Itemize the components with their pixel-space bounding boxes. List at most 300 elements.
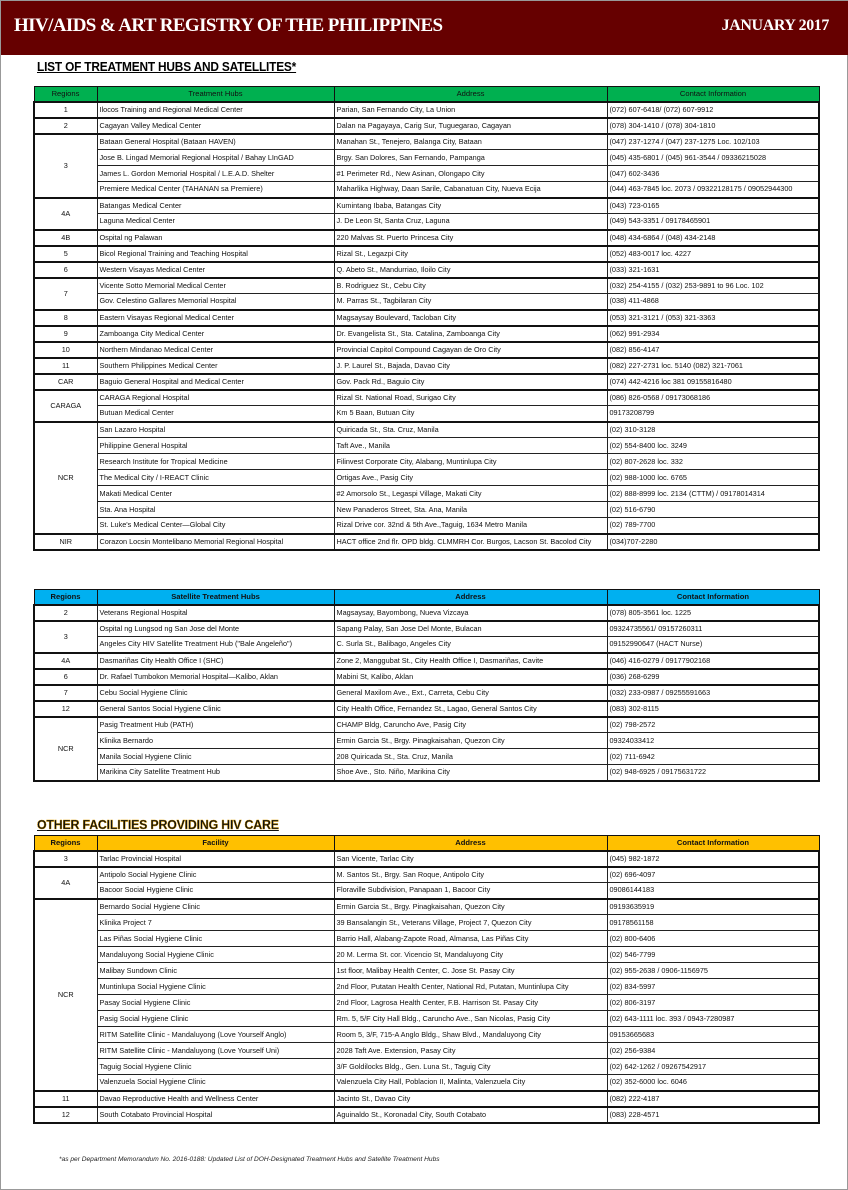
document-title: HIV/AIDS & ART REGISTRY OF THE PHILIPPINES (14, 15, 443, 36)
facility-contact: (032) 254-4155 / (032) 253-9891 to 96 Loc. 102 (607, 278, 819, 294)
facility-name: Dr. Rafael Tumbokon Memorial Hospital—Kalibo, Aklan (97, 669, 334, 685)
facility-contact: (062) 991-2934 (607, 326, 819, 342)
facility-contact: (048) 434-6864 / (048) 434-2148 (607, 230, 819, 246)
facility-contact: (02) 789-7700 (607, 518, 819, 534)
region-group (34, 899, 819, 1091)
facility-contact: (082) 227-2731 loc. 5140 (082) 321-7061 (607, 358, 819, 374)
region-group (34, 374, 819, 390)
table-row (34, 1075, 819, 1091)
region-group (34, 102, 819, 118)
region-group (34, 342, 819, 358)
facility-address: Taft Ave., Manila (334, 438, 607, 454)
region-group (34, 685, 819, 701)
table-row (34, 899, 819, 915)
region-cell: NCR (34, 899, 97, 1091)
facility-address: Floraville Subdivision, Panapaan 1, Bacoor City (334, 883, 607, 899)
facility-name: San Lazaro Hospital (97, 422, 334, 438)
facility-contact: (02) 643-1111 loc. 393 / 0943-7280987 (607, 1011, 819, 1027)
table-row (34, 102, 819, 118)
facility-name: Cebu Social Hygiene Clinic (97, 685, 334, 701)
facility-contact: 09178561158 (607, 915, 819, 931)
facility-address: Shoe Ave., Sto. Niño, Marikina City (334, 765, 607, 781)
facility-contact: (02) 516-6790 (607, 502, 819, 518)
facility-contact: (02) 948-6925 / 09175631722 (607, 765, 819, 781)
facility-address: City Health Office, Fernandez St., Lagao, General Santos City (334, 701, 607, 717)
region-cell: 11 (34, 358, 97, 374)
facility-name: Veterans Regional Hospital (97, 605, 334, 621)
facility-name: James L. Gordon Memorial Hospital / L.E.A.D. Shelter (97, 166, 334, 182)
section-title-other-text: OTHER FACILITIES PROVIDING HIV CARE (37, 817, 279, 832)
facility-address: Rizal Drive cor. 32nd & 5th Ave.,Taguig, 1634 Metro Manila (334, 518, 607, 534)
facility-address: Rizal St. National Road, Surigao City (334, 390, 607, 406)
facility-address: M. Parras St., Tagbilaran City (334, 294, 607, 310)
facility-name: Zamboanga City Medical Center (97, 326, 334, 342)
region-cell: 4A (34, 653, 97, 669)
facility-contact: (049) 543-3351 / 09178465901 (607, 214, 819, 230)
table-row (34, 486, 819, 502)
facility-name: Taguig Social Hygiene Clinic (97, 1059, 334, 1075)
facility-contact: (02) 834-5997 (607, 979, 819, 995)
facility-address: CHAMP Bldg, Caruncho Ave, Pasig City (334, 717, 607, 733)
facility-name: Research Institute for Tropical Medicine (97, 454, 334, 470)
facility-contact: 09173208799 (607, 406, 819, 422)
facility-address: Dalan na Pagayaya, Carig Sur, Tuguegarao, Cagayan (334, 118, 607, 134)
facility-name: Antipolo Social Hygiene Clinic (97, 867, 334, 883)
region-cell: 1 (34, 102, 97, 118)
facility-contact: (02) 988-1000 loc. 6765 (607, 470, 819, 486)
facility-address: Parian, San Fernando City, La Union (334, 102, 607, 118)
table-row (34, 438, 819, 454)
table-row (34, 931, 819, 947)
region-group (34, 230, 819, 246)
region-cell: NIR (34, 534, 97, 550)
facility-address: Maharlika Highway, Daan Sarile, Cabanatuan City, Nueva Ecija (334, 182, 607, 198)
facility-address: 39 Bansalangin St., Veterans Village, Project 7, Quezon City (334, 915, 607, 931)
facility-contact: (078) 805-3561 loc. 1225 (607, 605, 819, 621)
region-group (34, 134, 819, 198)
facility-name: Corazon Locsin Montelibano Memorial Regional Hospital (97, 534, 334, 550)
region-cell: 4B (34, 230, 97, 246)
table-row (34, 182, 819, 198)
facility-name: St. Luke's Medical Center—Global City (97, 518, 334, 534)
facility-address: Provincial Capitol Compound Cagayan de Oro City (334, 342, 607, 358)
facility-address: Jacinto St., Davao City (334, 1091, 607, 1107)
facility-contact: 09086144183 (607, 883, 819, 899)
table-row (34, 669, 819, 685)
facility-contact: (053) 321-3121 / (053) 321-3363 (607, 310, 819, 326)
table-row (34, 358, 819, 374)
header-regions: Regions (34, 590, 97, 605)
facility-name: Eastern Visayas Regional Medical Center (97, 310, 334, 326)
region-group (34, 851, 819, 867)
region-group (34, 621, 819, 653)
table-row (34, 995, 819, 1011)
facility-name: Bataan General Hospital (Bataan HAVEN) (97, 134, 334, 150)
facility-address: General Maxilom Ave., Ext., Carreta, Cebu City (334, 685, 607, 701)
table-row (34, 166, 819, 182)
facility-name: Manila Social Hygiene Clinic (97, 749, 334, 765)
facility-contact: 09153665683 (607, 1027, 819, 1043)
facility-address: J. De Leon St, Santa Cruz, Laguna (334, 214, 607, 230)
facility-address: San Vicente, Tarlac City (334, 851, 607, 867)
facility-address: Rizal St., Legazpi City (334, 246, 607, 262)
table-row (34, 717, 819, 733)
facility-address: 20 M. Lerma St. cor. Vicencio St, Mandaluyong City (334, 947, 607, 963)
facility-address: Zone 2, Manggubat St., City Health Office I, Dasmariñas, Cavite (334, 653, 607, 669)
table-row (34, 518, 819, 534)
region-cell: NCR (34, 422, 97, 534)
facility-contact: (02) 806-3197 (607, 995, 819, 1011)
facility-name: Gov. Celestino Gallares Memorial Hospital (97, 294, 334, 310)
facility-name: Marikina City Satellite Treatment Hub (97, 765, 334, 781)
facility-name: RITM Satellite Clinic - Mandaluyong (Love Yourself Anglo) (97, 1027, 334, 1043)
header-address: Address (334, 87, 607, 102)
facility-contact: (083) 228-4571 (607, 1107, 819, 1123)
facility-address: 1st floor, Malibay Health Center, C. Jose St. Pasay City (334, 963, 607, 979)
header-contact: Contact Information (607, 87, 819, 102)
region-cell: 4A (34, 867, 97, 899)
facility-contact: (02) 807-2628 loc. 332 (607, 454, 819, 470)
facility-address: 208 Quiricada St., Sta. Cruz, Manila (334, 749, 607, 765)
facility-address: 2028 Taft Ave. Extension, Pasay City (334, 1043, 607, 1059)
facility-address: Barrio Hall, Alabang-Zapote Road, Almansa, Las Piñas City (334, 931, 607, 947)
region-cell: 7 (34, 685, 97, 701)
header-facility: Satellite Treatment Hubs (97, 590, 334, 605)
facility-name: Vicente Sotto Memorial Medical Center (97, 278, 334, 294)
facility-contact: (047) 237-1274 / (047) 237-1275 Loc. 102/103 (607, 134, 819, 150)
facility-contact: (036) 268-6299 (607, 669, 819, 685)
region-cell: 6 (34, 669, 97, 685)
region-cell: 8 (34, 310, 97, 326)
region-group (34, 867, 819, 899)
header-regions: Regions (34, 87, 97, 102)
facility-contact: (02) 711-6942 (607, 749, 819, 765)
region-cell: 9 (34, 326, 97, 342)
table-row (34, 214, 819, 230)
region-group (34, 1107, 819, 1123)
header-address: Address (334, 836, 607, 851)
facility-contact: (034)707-2280 (607, 534, 819, 550)
header-facility: Facility (97, 836, 334, 851)
table-row (34, 621, 819, 637)
facility-address: Ortigas Ave., Pasig City (334, 470, 607, 486)
facility-address: Q. Abeto St., Mandurriao, Iloilo City (334, 262, 607, 278)
region-group (34, 326, 819, 342)
region-cell: 5 (34, 246, 97, 262)
table-row (34, 637, 819, 653)
facility-name: Klinika Project 7 (97, 915, 334, 931)
facility-address: Sapang Palay, San Jose Del Monte, Bulacan (334, 621, 607, 637)
facility-name: Valenzuela Social Hygiene Clinic (97, 1075, 334, 1091)
table-header-row (34, 836, 819, 851)
table-row (34, 246, 819, 262)
facility-name: CARAGA Regional Hospital (97, 390, 334, 406)
region-cell: 2 (34, 605, 97, 621)
region-cell: CAR (34, 374, 97, 390)
region-group (34, 310, 819, 326)
facility-name: Tarlac Provincial Hospital (97, 851, 334, 867)
table-row (34, 390, 819, 406)
facility-contact: (045) 435-6801 / (045) 961-3544 / 09336215028 (607, 150, 819, 166)
table-row (34, 979, 819, 995)
region-group (34, 701, 819, 717)
facility-name: Bicol Regional Training and Teaching Hospital (97, 246, 334, 262)
table-row (34, 1107, 819, 1123)
region-group (34, 669, 819, 685)
facility-address: Mabini St, Kalibo, Aklan (334, 669, 607, 685)
facility-contact: (044) 463-7845 loc. 2073 / 09322128175 / 09052944300 (607, 182, 819, 198)
facility-address: New Panaderos Street, Sta. Ana, Manila (334, 502, 607, 518)
facility-address: Valenzuela City Hall, Poblacion II, Malinta, Valenzuela City (334, 1075, 607, 1091)
facility-name: Premiere Medical Center (TAHANAN sa Premiere) (97, 182, 334, 198)
table-row (34, 1091, 819, 1107)
facility-name: Las Piñas Social Hygiene Clinic (97, 931, 334, 947)
facility-contact: 09152990647 (HACT Nurse) (607, 637, 819, 653)
facility-name: Sta. Ana Hospital (97, 502, 334, 518)
facility-contact: (078) 304-1410 / (078) 304-1810 (607, 118, 819, 134)
header-banner (1, 1, 848, 55)
facility-name: Batangas Medical Center (97, 198, 334, 214)
facility-contact: (02) 310-3128 (607, 422, 819, 438)
facility-contact: (033) 321-1631 (607, 262, 819, 278)
facility-contact: (047) 602-3436 (607, 166, 819, 182)
facility-contact: (086) 826-0568 / 09173068186 (607, 390, 819, 406)
table-row (34, 230, 819, 246)
region-group (34, 653, 819, 669)
facility-contact: (052) 483-0017 loc. 4227 (607, 246, 819, 262)
header-contact: Contact Information (607, 590, 819, 605)
table-row (34, 342, 819, 358)
table-row (34, 605, 819, 621)
region-cell: 3 (34, 621, 97, 653)
table-row (34, 294, 819, 310)
facility-contact: 09193635919 (607, 899, 819, 915)
facility-address: Magsaysay, Bayombong, Nueva Vizcaya (334, 605, 607, 621)
facility-name: Dasmariñas City Health Office I (SHC) (97, 653, 334, 669)
region-cell: 2 (34, 118, 97, 134)
facility-name: Cagayan Valley Medical Center (97, 118, 334, 134)
facility-name: Klinika Bernardo (97, 733, 334, 749)
facility-address: Ermin Garcia St., Brgy. Pinagkaisahan, Quezon City (334, 899, 607, 915)
facility-name: South Cotabato Provincial Hospital (97, 1107, 334, 1123)
region-group (34, 118, 819, 134)
table-header-row (34, 590, 819, 605)
satellite-hubs-table (33, 589, 820, 782)
facility-contact: (038) 411-4868 (607, 294, 819, 310)
table-row (34, 502, 819, 518)
table-row (34, 150, 819, 166)
facility-name: Mandaluyong Social Hygiene Clinic (97, 947, 334, 963)
facility-contact: (02) 352-6000 loc. 6046 (607, 1075, 819, 1091)
region-group (34, 717, 819, 781)
facility-name: Jose B. Lingad Memorial Regional Hospital / Bahay LInGAD (97, 150, 334, 166)
footnote: *as per Department Memorandum No. 2016-0188: Updated List of DOH-Designated Treatment Hubs and Satellite Treatment Hubs (59, 1156, 440, 1163)
region-group (34, 246, 819, 262)
region-group (34, 262, 819, 278)
region-cell: 12 (34, 1107, 97, 1123)
table-row (34, 374, 819, 390)
facility-name: Pasig Treatment Hub (PATH) (97, 717, 334, 733)
facility-name: Bernardo Social Hygiene Clinic (97, 899, 334, 915)
facility-contact: (02) 955-2638 / 0906-1156975 (607, 963, 819, 979)
facility-name: RITM Satellite Clinic - Mandaluyong (Love Yourself Uni) (97, 1043, 334, 1059)
region-group (34, 390, 819, 422)
facility-address: 2nd Floor, Lagrosa Health Center, F.B. Harrison St. Pasay City (334, 995, 607, 1011)
facility-address: 220 Malvas St. Puerto Princesa City (334, 230, 607, 246)
facility-contact: (082) 856-4147 (607, 342, 819, 358)
facility-name: Makati Medical Center (97, 486, 334, 502)
facility-name: Ilocos Training and Regional Medical Center (97, 102, 334, 118)
facility-name: Southern Philippines Medical Center (97, 358, 334, 374)
table-row (34, 326, 819, 342)
facility-address: Brgy. San Dolores, San Fernando, Pampanga (334, 150, 607, 166)
facility-address: Magsaysay Boulevard, Tacloban City (334, 310, 607, 326)
table-row (34, 653, 819, 669)
facility-name: Butuan Medical Center (97, 406, 334, 422)
facility-name: Muntinlupa Social Hygiene Clinic (97, 979, 334, 995)
table-row (34, 749, 819, 765)
region-cell: 3 (34, 851, 97, 867)
treatment-hubs-table (33, 86, 820, 551)
facility-address: Filinvest Corporate City, Alabang, Muntinlupa City (334, 454, 607, 470)
table-header-row (34, 87, 819, 102)
facility-contact: (02) 798-2572 (607, 717, 819, 733)
facility-address: J. P. Laurel St., Bajada, Davao City (334, 358, 607, 374)
table-row (34, 406, 819, 422)
facility-name: Philippine General Hospital (97, 438, 334, 454)
table-row (34, 1043, 819, 1059)
table-row (34, 733, 819, 749)
header-contact: Contact Information (607, 836, 819, 851)
table-row (34, 1059, 819, 1075)
facility-contact: (083) 302-8115 (607, 701, 819, 717)
facility-contact: (02) 546-7799 (607, 947, 819, 963)
table-row (34, 883, 819, 899)
facility-contact: (02) 642-1262 / 09267542917 (607, 1059, 819, 1075)
facility-name: Laguna Medical Center (97, 214, 334, 230)
facility-contact: (032) 233-0987 / 09255591663 (607, 685, 819, 701)
region-cell: 4A (34, 198, 97, 230)
facility-address: Aguinaldo St., Koronadal City, South Cotabato (334, 1107, 607, 1123)
table-row (34, 765, 819, 781)
facility-address: HACT office 2nd flr. OPD bldg. CLMMRH Cor. Burgos, Lacson St. Bacolod City (334, 534, 607, 550)
facility-contact: (043) 723-0165 (607, 198, 819, 214)
facility-address: Dr. Evangelista St., Sta. Catalina, Zamboanga City (334, 326, 607, 342)
facility-address: C. Surla St., Balibago, Angeles City (334, 637, 607, 653)
facility-name: Northern Mindanao Medical Center (97, 342, 334, 358)
table-row (34, 262, 819, 278)
facility-address: Ermin Garcia St., Brgy. Pinagkaisahan, Quezon City (334, 733, 607, 749)
facility-contact: (046) 416-0279 / 09177902168 (607, 653, 819, 669)
facility-name: Ospital ng Lungsod ng San Jose del Monte (97, 621, 334, 637)
facility-name: Pasig Social Hygiene Clinic (97, 1011, 334, 1027)
header-regions: Regions (34, 836, 97, 851)
facility-name: Malibay Sundown Clinic (97, 963, 334, 979)
region-cell: 11 (34, 1091, 97, 1107)
facility-name: Bacoor Social Hygiene Clinic (97, 883, 334, 899)
section-title-other (37, 817, 279, 832)
region-group (34, 1091, 819, 1107)
table-row (34, 963, 819, 979)
facility-name: Baguio General Hospital and Medical Center (97, 374, 334, 390)
facility-address: M. Santos St., Brgy. San Roque, Antipolo City (334, 867, 607, 883)
region-cell: 6 (34, 262, 97, 278)
facility-name: Angeles City HIV Satellite Treatment Hub ("Bale Angeleño") (97, 637, 334, 653)
table-row (34, 534, 819, 550)
table-row (34, 118, 819, 134)
facility-address: Km 5 Baan, Butuan City (334, 406, 607, 422)
other-facilities-table (33, 835, 820, 1124)
facility-contact: (082) 222-4187 (607, 1091, 819, 1107)
table-row (34, 278, 819, 294)
region-cell: 7 (34, 278, 97, 310)
facility-address: B. Rodriguez St., Cebu City (334, 278, 607, 294)
facility-contact: (072) 607-6418/ (072) 607-9912 (607, 102, 819, 118)
table-row (34, 470, 819, 486)
table-row (34, 947, 819, 963)
facility-name: Davao Reproductive Health and Wellness Center (97, 1091, 334, 1107)
region-group (34, 358, 819, 374)
region-group (34, 278, 819, 310)
table-row (34, 701, 819, 717)
facility-name: Western Visayas Medical Center (97, 262, 334, 278)
table-row (34, 422, 819, 438)
facility-contact: (02) 888-8999 loc. 2134 (CTTM) / 09178014314 (607, 486, 819, 502)
facility-address: Quiricada St., Sta. Cruz, Manila (334, 422, 607, 438)
facility-contact: 09324033412 (607, 733, 819, 749)
region-group (34, 534, 819, 550)
table-row (34, 851, 819, 867)
facility-contact: (02) 696-4097 (607, 867, 819, 883)
header-facility: Treatment Hubs (97, 87, 334, 102)
table-row (34, 867, 819, 883)
region-cell: NCR (34, 717, 97, 781)
facility-address: Room 5, 3/F, 715-A Anglo Bldg., Shaw Blvd., Mandaluyong City (334, 1027, 607, 1043)
table-row (34, 915, 819, 931)
region-cell: CARAGA (34, 390, 97, 422)
section-title-hubs: LIST OF TREATMENT HUBS AND SATELLITES* (37, 60, 297, 74)
table-row (34, 1011, 819, 1027)
table-row (34, 134, 819, 150)
facility-address: Manahan St., Tenejero, Balanga City, Bataan (334, 134, 607, 150)
region-group (34, 422, 819, 534)
region-cell: 12 (34, 701, 97, 717)
facility-address: 2nd Floor, Putatan Health Center, National Rd, Putatan, Muntinlupa City (334, 979, 607, 995)
facility-contact: (02) 256-9384 (607, 1043, 819, 1059)
table-row (34, 310, 819, 326)
facility-name: Ospital ng Palawan (97, 230, 334, 246)
facility-address: #2 Amorsolo St., Legaspi Village, Makati City (334, 486, 607, 502)
facility-contact: (074) 442-4216 loc 381 09155816480 (607, 374, 819, 390)
region-cell: 10 (34, 342, 97, 358)
facility-name: General Santos Social Hygiene Clinic (97, 701, 334, 717)
table-row (34, 454, 819, 470)
facility-contact: 09324735561/ 09157260311 (607, 621, 819, 637)
facility-address: Rm. 5, 5/F City Hall Bldg., Caruncho Ave., San Nicolas, Pasig City (334, 1011, 607, 1027)
facility-address: 3/F Goldilocks Bldg., Gen. Luna St., Taguig City (334, 1059, 607, 1075)
region-group (34, 198, 819, 230)
document-date: JANUARY 2017 (721, 17, 829, 34)
facility-name: Pasay Social Hygiene Clinic (97, 995, 334, 1011)
facility-contact: (02) 800-6406 (607, 931, 819, 947)
facility-contact: (045) 982-1872 (607, 851, 819, 867)
facility-address: Gov. Pack Rd., Baguio City (334, 374, 607, 390)
region-cell: 3 (34, 134, 97, 198)
table-row (34, 685, 819, 701)
facility-name: The Medical City / I-REACT Clinic (97, 470, 334, 486)
header-address: Address (334, 590, 607, 605)
table-row (34, 1027, 819, 1043)
